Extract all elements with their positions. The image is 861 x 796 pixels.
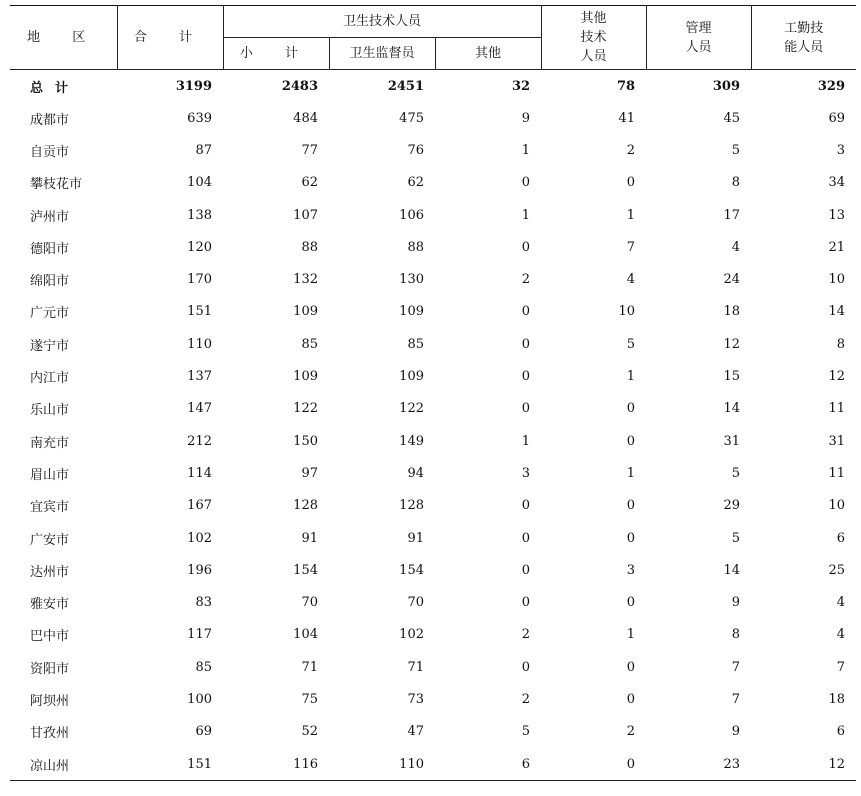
other-tech-cell: 2 <box>626 724 636 740</box>
region-cell: 广元市 <box>30 306 70 322</box>
mgmt-cell: 5 <box>731 465 741 481</box>
worker-cell: 18 <box>828 691 846 707</box>
supervisor-cell: 122 <box>399 401 424 417</box>
mgmt-cell: 7 <box>731 691 741 707</box>
other-cell: 0 <box>521 175 531 191</box>
table-row <box>10 554 856 586</box>
region-cell: 南充市 <box>30 435 70 451</box>
subtotal-cell: 52 <box>301 724 318 740</box>
subtotal-cell: 154 <box>293 562 318 578</box>
subtotal-cell: 128 <box>293 498 318 514</box>
worker-cell: 6 <box>836 724 846 740</box>
table-row <box>10 586 856 618</box>
table-row <box>10 522 856 554</box>
table-row <box>10 748 856 781</box>
supervisor-cell: 109 <box>399 304 424 320</box>
region-cell: 乐山市 <box>30 403 70 419</box>
other-cell: 0 <box>521 369 531 385</box>
worker-cell: 10 <box>828 272 846 288</box>
other-cell: 5 <box>521 724 531 740</box>
supervisor-cell: 47 <box>407 724 424 740</box>
supervisor-cell: 88 <box>407 239 424 255</box>
subtotal-cell: 116 <box>223 748 329 781</box>
mgmt-cell: 45 <box>723 110 741 126</box>
header-health-supervisor: 卫生监督员 <box>329 38 435 70</box>
worker-cell: 21 <box>828 239 846 255</box>
other-tech-cell: 3 <box>626 562 636 578</box>
region-cell: 巴中市 <box>30 629 70 645</box>
header-total: 合 计 <box>117 6 223 70</box>
subtotal-cell: 109 <box>293 304 318 320</box>
other-tech-cell: 78 <box>616 78 636 94</box>
other-cell: 0 <box>521 562 531 578</box>
region-cell: 眉山市 <box>30 467 70 483</box>
region-cell: 达州市 <box>30 564 70 580</box>
other-tech-cell: 1 <box>626 465 636 481</box>
worker-cell: 34 <box>828 175 846 191</box>
region-cell: 绵阳市 <box>30 274 70 290</box>
total-cell: 151 <box>117 748 223 781</box>
worker-cell: 10 <box>828 498 846 514</box>
worker-cell: 6 <box>836 530 846 546</box>
region-cell: 凉山州 <box>10 748 117 781</box>
other-tech-cell: 7 <box>626 239 636 255</box>
mgmt-cell: 24 <box>723 272 741 288</box>
total-cell: 102 <box>187 530 212 546</box>
mgmt-cell: 8 <box>731 627 741 643</box>
table-row-total <box>10 70 856 103</box>
other-tech-cell: 0 <box>626 433 636 449</box>
subtotal-cell: 70 <box>301 595 318 611</box>
header-region: 地 区 <box>10 6 117 70</box>
total-cell: 110 <box>187 336 212 352</box>
other-cell: 6 <box>435 748 541 781</box>
supervisor-cell: 2451 <box>387 78 424 94</box>
other-tech-cell: 0 <box>626 659 636 675</box>
table-row <box>10 683 856 715</box>
other-cell: 9 <box>521 110 531 126</box>
mgmt-cell: 8 <box>731 175 741 191</box>
other-tech-cell: 5 <box>626 336 636 352</box>
region-cell: 雅安市 <box>30 597 70 613</box>
worker-cell: 25 <box>828 562 846 578</box>
table-row <box>10 296 856 328</box>
other-tech-cell: 1 <box>626 369 636 385</box>
other-cell: 0 <box>521 336 531 352</box>
mgmt-cell: 9 <box>731 724 741 740</box>
other-tech-cell: 2 <box>626 142 636 158</box>
worker-cell: 69 <box>828 110 846 126</box>
mgmt-cell: 29 <box>723 498 741 514</box>
total-cell: 147 <box>187 401 212 417</box>
worker-cell: 13 <box>828 207 846 223</box>
table-row <box>10 425 856 457</box>
other-cell: 0 <box>521 239 531 255</box>
total-cell: 100 <box>187 691 212 707</box>
worker-cell: 8 <box>836 336 846 352</box>
region-cell: 成都市 <box>30 112 70 128</box>
other-tech-cell: 0 <box>626 175 636 191</box>
region-cell: 攀枝花市 <box>30 177 83 193</box>
table-row <box>10 393 856 425</box>
other-cell: 2 <box>521 272 531 288</box>
staff-statistics-table <box>10 5 856 781</box>
other-cell: 0 <box>521 595 531 611</box>
other-tech-cell: 1 <box>626 627 636 643</box>
subtotal-cell: 132 <box>293 272 318 288</box>
table-row <box>10 134 856 166</box>
region-cell: 泸州市 <box>30 209 70 225</box>
header-worker: 工勤技 能人员 <box>751 6 856 70</box>
other-cell: 1 <box>521 142 531 158</box>
worker-cell: 11 <box>828 401 846 417</box>
mgmt-cell: 12 <box>723 336 741 352</box>
other-tech-cell: 0 <box>626 530 636 546</box>
total-cell: 639 <box>187 110 212 126</box>
region-cell: 资阳市 <box>30 661 70 677</box>
worker-cell: 31 <box>828 433 846 449</box>
mgmt-cell: 18 <box>723 304 741 320</box>
mgmt-cell: 17 <box>723 207 741 223</box>
supervisor-cell: 110 <box>329 748 435 781</box>
region-cell: 遂宁市 <box>30 338 70 354</box>
subtotal-cell: 2483 <box>281 78 318 94</box>
other-tech-cell: 0 <box>626 401 636 417</box>
table-row <box>10 328 856 360</box>
other-cell: 2 <box>521 691 531 707</box>
mgmt-cell: 5 <box>731 530 741 546</box>
supervisor-cell: 76 <box>407 142 424 158</box>
table-row <box>10 457 856 489</box>
mgmt-cell: 23 <box>646 748 751 781</box>
total-cell: 114 <box>187 465 212 481</box>
supervisor-cell: 73 <box>407 691 424 707</box>
worker-cell: 12 <box>751 748 856 781</box>
other-tech-cell: 1 <box>626 207 636 223</box>
mgmt-cell: 7 <box>731 659 741 675</box>
header-other: 其他 <box>435 38 541 70</box>
subtotal-cell: 97 <box>301 465 318 481</box>
supervisor-cell: 70 <box>407 595 424 611</box>
header-other-tech: 其他 技术 人员 <box>541 6 646 70</box>
supervisor-cell: 102 <box>399 627 424 643</box>
region-cell: 宜宾市 <box>30 500 70 516</box>
subtotal-cell: 484 <box>293 110 318 126</box>
other-cell: 0 <box>521 498 531 514</box>
other-tech-cell: 10 <box>618 304 636 320</box>
total-cell: 167 <box>187 498 212 514</box>
other-cell: 0 <box>521 530 531 546</box>
other-cell: 2 <box>521 627 531 643</box>
supervisor-cell: 149 <box>399 433 424 449</box>
supervisor-cell: 91 <box>407 530 424 546</box>
other-tech-cell: 0 <box>541 748 646 781</box>
worker-cell: 12 <box>828 369 846 385</box>
table-body <box>10 70 856 781</box>
other-cell: 0 <box>521 304 531 320</box>
subtotal-cell: 77 <box>301 142 318 158</box>
other-tech-cell: 41 <box>618 110 636 126</box>
other-cell: 32 <box>511 78 531 94</box>
table-row <box>10 716 856 748</box>
supervisor-cell: 154 <box>399 562 424 578</box>
supervisor-cell: 475 <box>399 110 424 126</box>
worker-cell: 4 <box>836 627 846 643</box>
subtotal-cell: 91 <box>301 530 318 546</box>
supervisor-cell: 130 <box>399 272 424 288</box>
total-cell: 137 <box>187 369 212 385</box>
supervisor-cell: 71 <box>407 659 424 675</box>
table-row <box>10 360 856 392</box>
mgmt-cell: 5 <box>731 142 741 158</box>
other-cell: 3 <box>521 465 531 481</box>
region-cell: 自贡市 <box>30 144 70 160</box>
subtotal-cell: 122 <box>293 401 318 417</box>
subtotal-cell: 107 <box>293 207 318 223</box>
subtotal-cell: 75 <box>301 691 318 707</box>
total-cell: 87 <box>195 142 212 158</box>
table-row <box>10 199 856 231</box>
other-cell: 0 <box>521 659 531 675</box>
header-subtotal: 小 计 <box>223 38 329 70</box>
mgmt-cell: 4 <box>731 239 741 255</box>
total-cell: 85 <box>195 659 212 675</box>
worker-cell: 11 <box>828 465 846 481</box>
table-row <box>10 263 856 295</box>
mgmt-cell: 14 <box>723 401 741 417</box>
table-row <box>10 231 856 263</box>
supervisor-cell: 85 <box>407 336 424 352</box>
worker-cell: 4 <box>836 595 846 611</box>
total-cell: 170 <box>187 272 212 288</box>
other-cell: 1 <box>521 433 531 449</box>
table-row <box>10 651 856 683</box>
subtotal-cell: 62 <box>301 175 318 191</box>
other-tech-cell: 0 <box>626 691 636 707</box>
mgmt-cell: 309 <box>712 78 741 94</box>
total-cell: 138 <box>187 207 212 223</box>
total-cell: 117 <box>187 627 212 643</box>
subtotal-cell: 71 <box>301 659 318 675</box>
table-row <box>10 102 856 134</box>
supervisor-cell: 94 <box>407 465 424 481</box>
table-row <box>10 167 856 199</box>
other-cell: 1 <box>521 207 531 223</box>
header-management: 管理 人员 <box>646 6 751 70</box>
total-cell: 196 <box>187 562 212 578</box>
table-header <box>10 6 856 70</box>
region-cell: 内江市 <box>30 371 70 387</box>
total-cell: 104 <box>187 175 212 191</box>
mgmt-cell: 14 <box>723 562 741 578</box>
subtotal-cell: 150 <box>293 433 318 449</box>
supervisor-cell: 109 <box>399 369 424 385</box>
supervisor-cell: 128 <box>399 498 424 514</box>
worker-cell: 3 <box>836 142 846 158</box>
other-tech-cell: 0 <box>626 595 636 611</box>
region-cell: 广安市 <box>30 532 70 548</box>
table-row <box>10 490 856 522</box>
subtotal-cell: 85 <box>301 336 318 352</box>
mgmt-cell: 9 <box>731 595 741 611</box>
table-row <box>10 619 856 651</box>
total-cell: 83 <box>195 595 212 611</box>
worker-cell: 14 <box>828 304 846 320</box>
subtotal-cell: 104 <box>293 627 318 643</box>
mgmt-cell: 15 <box>723 369 741 385</box>
supervisor-cell: 62 <box>407 175 424 191</box>
other-tech-cell: 4 <box>626 272 636 288</box>
region-cell: 甘孜州 <box>30 726 70 742</box>
other-cell: 0 <box>521 401 531 417</box>
subtotal-cell: 109 <box>293 369 318 385</box>
worker-cell: 7 <box>836 659 846 675</box>
region-cell: 阿坝州 <box>30 693 70 709</box>
supervisor-cell: 106 <box>399 207 424 223</box>
total-cell: 3199 <box>175 78 212 94</box>
subtotal-cell: 88 <box>301 239 318 255</box>
total-cell: 212 <box>187 433 212 449</box>
region-cell: 德阳市 <box>30 241 70 257</box>
other-tech-cell: 0 <box>626 498 636 514</box>
region-cell: 总计 <box>30 80 81 96</box>
total-cell: 120 <box>187 239 212 255</box>
mgmt-cell: 31 <box>723 433 741 449</box>
header-health-tech: 卫生技术人员 <box>223 6 541 38</box>
worker-cell: 329 <box>817 78 846 94</box>
total-cell: 69 <box>195 724 212 740</box>
total-cell: 151 <box>187 304 212 320</box>
